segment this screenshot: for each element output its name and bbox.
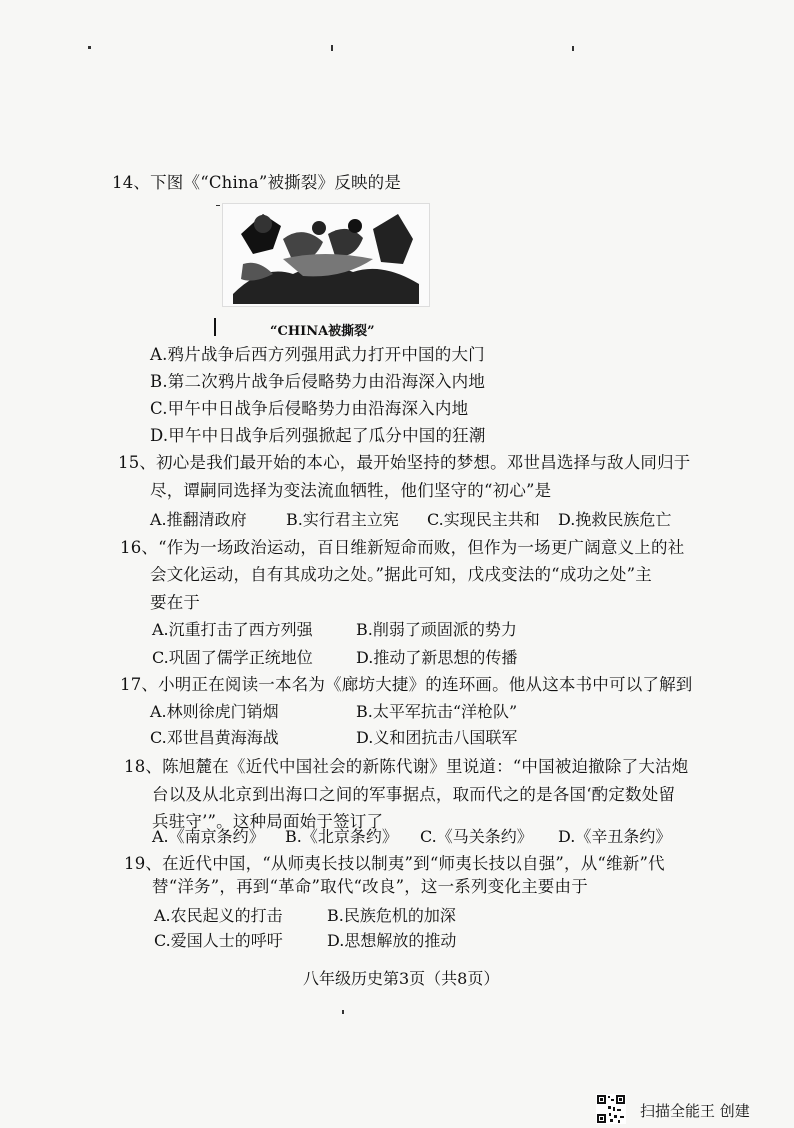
q19-stem-line-1: 19、在近代中国，“从师夷长技以制夷”到“师夷长技以自强”，从“维新”代 [124,854,665,873]
q16-stem-line-2: 会文化运动，自有其成功之处。”据此可知，戊戌变法的“成功之处”主 [150,565,652,584]
page-footer: 八年级历史第3页（共8页） [303,969,500,988]
q18-stem-line-2: 台以及从北京到出海口之间的军事据点，取而代之的是各国‘酌定数处留 [152,785,676,804]
scan-speck [342,1010,344,1014]
q16-stem-line-3: 要在于 [150,593,201,612]
q19-option-d: D.思想解放的推动 [327,931,457,950]
q18-option-c: C.《马关条约》 [420,827,533,846]
q14-stem: 14、下图《“China”被撕裂》反映的是 [112,173,402,192]
qr-code-icon [596,1094,630,1128]
q14-option-a: A.鸦片战争后西方列强用武力打开中国的大门 [150,345,485,364]
q18-option-d: D.《辛丑条约》 [558,827,672,846]
q17-option-d: D.义和团抗击八国联军 [356,728,518,747]
china-torn-cartoon [222,203,430,307]
q19-stem-line-2: 替“洋务”，再到“革命”取代“改良”，这一系列变化主要由于 [152,877,588,896]
q15-option-b: B.实行君主立宪 [286,510,399,529]
q18-option-a: A.《南京条约》 [152,827,265,846]
q15-stem-line-2: 尽，谭嗣同选择为变法流血牺牲，他们坚守的“初心”是 [150,481,552,500]
scan-speck [88,46,91,49]
q17-option-a: A.林则徐虎门销烟 [150,702,279,721]
q15-option-a: A.推翻清政府 [150,510,247,529]
cartoon-image [223,204,429,306]
q18-option-b: B.《北京条约》 [285,827,398,846]
figure-caption: “CHINA被撕裂” [270,324,375,339]
scan-speck [216,205,220,206]
scan-speck [572,46,574,51]
q17-stem: 17、小明正在阅读一本名为《廊坊大捷》的连环画。他从这本书中可以了解到 [120,675,693,694]
q19-option-c: C.爱国人士的呼吁 [154,931,283,950]
q16-option-a: A.沉重打击了西方列强 [152,620,313,639]
q19-option-a: A.农民起义的打击 [154,906,283,925]
text-cursor-mark [214,318,216,336]
q18-stem-line-1: 18、陈旭麓在《近代中国社会的新陈代谢》里说道：“中国被迫撤除了大沽炮 [124,757,689,776]
q15-stem-line-1: 15、初心是我们最开始的本心，最开始坚持的梦想。邓世昌选择与敌人同归于 [118,453,691,472]
scan-speck [331,45,333,51]
q17-option-c: C.邓世昌黄海海战 [150,728,279,747]
q16-stem-line-1: 16、“作为一场政治运动，百日维新短命而败，但作为一场更广阔意义上的社 [120,538,685,557]
scanner-watermark: 扫描全能王 创建 [640,1102,750,1120]
q17-option-b: B.太平军抗击“洋枪队” [356,702,518,721]
q14-option-c: C.甲午中日战争后侵略势力由沿海深入内地 [150,399,469,418]
q15-option-c: C.实现民主共和 [427,510,540,529]
q18-stem-line-3: 兵驻守’”。这种局面始于签订了 [152,812,384,831]
q16-option-d: D.推动了新思想的传播 [356,648,518,667]
q16-option-c: C.巩固了儒学正统地位 [152,648,313,667]
q19-option-b: B.民族危机的加深 [327,906,456,925]
q15-option-d: D.挽救民族危亡 [558,510,672,529]
q14-option-d: D.甲午中日战争后列强掀起了瓜分中国的狂潮 [150,426,486,445]
q16-option-b: B.削弱了顽固派的势力 [356,620,517,639]
q14-option-b: B.第二次鸦片战争后侵略势力由沿海深入内地 [150,372,486,391]
